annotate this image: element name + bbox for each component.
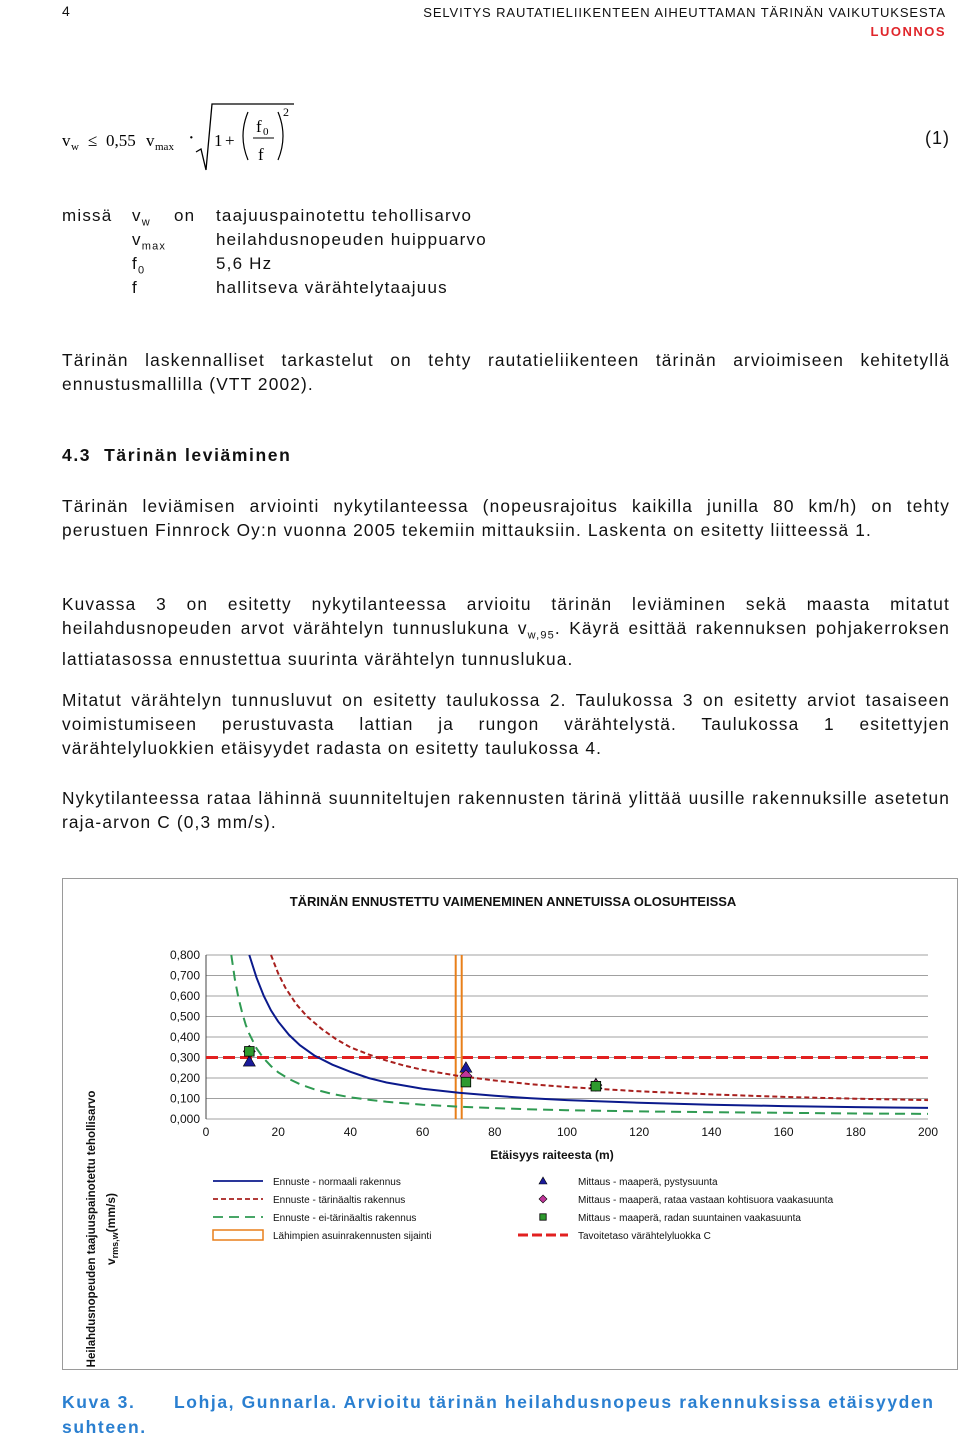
symbol-sub: max	[141, 240, 167, 253]
symbol-desc-f0: 5,6 Hz	[216, 254, 273, 273]
symbol-vmax	[132, 230, 166, 252]
y-tick-label: 0,300	[169, 1050, 200, 1065]
formula-dot: ·	[188, 127, 195, 149]
y-tick-label: 0,700	[169, 968, 200, 983]
paragraph-spread: Tärinän leviämisen arviointi nykytilanteessa (nopeusrajoitus kaikilla junilla 80 km/h) on tehty perustuen Finnrock Oy:n vuonna 2005 tekemiin mittauksiin. Laskenta on esitetty liitteessä 1.	[62, 496, 950, 540]
symbol-name: f	[132, 278, 138, 297]
paragraph-tables: Mitatut värähtelyn tunnusluvut on esitetty taulukossa 2. Taulukossa 3 on esitetty arviot tasaiseen voimistumiseen perustuvasta lattian ja rungon värähtelystä. Taulukossa 1 esitettyjen värähtelyluokkien etäisyydet radasta on esitetty taulukossa 4.	[62, 690, 950, 758]
x-tick-label: 120	[629, 1125, 650, 1139]
running-header	[423, 3, 946, 41]
y-axis-label-1: Heilahdusnopeuden taajuuspainotettu tehollisarvo	[86, 1090, 98, 1368]
symbol-desc-f: hallitseva värähtelytaajuus	[216, 278, 448, 297]
symbol-desc-vw: taajuuspainotettu tehollisarvo	[216, 206, 473, 225]
y-tick-label: 0,500	[169, 1009, 200, 1024]
paragraph-text-a: Kuvassa 3 on esitetty nykytilanteessa arvioitu tärinän leviäminen sekä maasta mitatut heilahdusnopeuden arvot värähtelyn tunnuslukuna v	[62, 594, 950, 638]
formula-1	[62, 100, 952, 175]
y-axis-label-2	[104, 1193, 120, 1265]
y-axis-symbol-sub: rms,w	[110, 1232, 120, 1259]
formula-numerator: f	[256, 117, 262, 136]
y-tick-label: 0,800	[169, 948, 200, 962]
x-tick-label: 80	[488, 1125, 502, 1139]
legend-label: Tavoitetaso värähtelyluokka C	[578, 1231, 711, 1242]
legend-label: Mittaus - maaperä, rataa vastaan kohtisuora vaakasuunta	[578, 1195, 834, 1206]
section-title: Tärinän leviäminen	[104, 445, 292, 465]
formula-numerator-sub: 0	[263, 126, 269, 138]
legend-label: Mittaus - maaperä, radan suuntainen vaakasuunta	[578, 1213, 801, 1224]
legend-label: Mittaus - maaperä, pystysuunta	[578, 1177, 718, 1188]
symbols-intro: missä	[62, 206, 113, 225]
paragraph-intro: Tärinän laskennalliset tarkastelut on tehty rautatieliikenteen tärinän arvioimiseen kehitetyllä ennustusmallilla (VTT 2002).	[62, 350, 950, 394]
x-tick-label: 160	[773, 1125, 794, 1139]
formula-relation: ≤	[88, 131, 98, 150]
formula-denominator: f	[258, 145, 264, 164]
paragraph-limit: Nykytilanteessa rataa lähinnä suunniteltujen rakennusten tärinä ylittää uusille rakennuksille asetetun raja-arvon C (0,3 mm/s).	[62, 788, 950, 832]
x-tick-label: 140	[701, 1125, 722, 1139]
symbol-f	[132, 278, 138, 298]
vibration-chart	[63, 879, 957, 1369]
x-tick-label: 100	[556, 1125, 578, 1139]
formula-coef: 0,55	[106, 131, 136, 150]
paragraph-subscript: w,95	[527, 629, 555, 642]
x-tick-label: 200	[917, 1125, 939, 1139]
x-tick-label: 60	[415, 1125, 430, 1139]
formula-left-paren	[243, 112, 248, 160]
formula-plus: +	[225, 131, 235, 150]
square-marker	[591, 1081, 601, 1091]
figure-caption	[62, 1390, 960, 1440]
y-tick-label: 0,600	[169, 989, 200, 1003]
triangle-marker	[539, 1177, 547, 1184]
formula-vmax: v	[146, 131, 155, 150]
series-line	[249, 955, 928, 1108]
symbol-name: v	[132, 206, 142, 225]
chart-title: TÄRINÄN ENNUSTETTU VAIMENEMINEN ANNETUISSA OLOSUHTEISSA	[289, 894, 737, 909]
y-axis-ticks	[170, 948, 200, 1126]
equation-number: (1)	[925, 128, 950, 148]
x-tick-label: 0	[202, 1125, 210, 1139]
y-tick-label: 0,000	[169, 1112, 200, 1126]
y-axis-symbol: v	[104, 1258, 118, 1266]
caption-label: Kuva 3.	[62, 1392, 136, 1412]
draft-status: LUONNOS	[870, 24, 946, 39]
legend-label: Lähimpien asuinrakennusten sijainti	[273, 1231, 432, 1242]
y-axis-unit: (mm/s)	[104, 1192, 118, 1233]
y-tick-label: 0,100	[169, 1091, 200, 1106]
legend-label: Ennuste - normaali rakennus	[273, 1177, 401, 1188]
symbol-sub: w	[141, 216, 151, 229]
caption-text: Lohja, Gunnarla. Arvioitu tärinän heilahdusnopeus rakennuksissa etäisyyden suhteen.	[62, 1392, 935, 1437]
formula-exponent: 2	[283, 105, 289, 119]
legend-label: Ennuste - ei-tärinäaltis rakennus	[273, 1213, 417, 1224]
square-marker	[245, 1047, 255, 1057]
symbol-connector: on	[174, 206, 196, 225]
symbol-sub: 0	[137, 264, 146, 277]
section-number: 4.3	[62, 445, 92, 465]
chart-figure	[62, 878, 958, 1370]
x-axis-ticks	[203, 1125, 939, 1139]
diamond-marker	[539, 1195, 547, 1203]
page-number: 4	[62, 3, 70, 19]
section-heading	[62, 445, 291, 466]
formula-vmax-sub: max	[155, 141, 174, 153]
x-tick-label: 20	[271, 1125, 285, 1139]
legend-swatch	[213, 1230, 263, 1240]
y-tick-label: 0,200	[169, 1071, 200, 1085]
report-title: SELVITYS RAUTATIELIIKENTEEN AIHEUTTAMAN TÄRINÄN VAIKUTUKSESTA	[423, 5, 946, 20]
formula-lhs: v	[62, 131, 71, 150]
formula-one: 1	[214, 131, 223, 150]
formula-right-paren	[278, 112, 283, 160]
symbol-f0	[132, 254, 145, 276]
symbol-vw	[132, 206, 151, 228]
symbol-desc-vmax: heilahdusnopeuden huippuarvo	[216, 230, 487, 249]
y-tick-label: 0,400	[169, 1030, 200, 1044]
paragraph-figure-ref	[62, 592, 950, 671]
x-tick-label: 180	[845, 1125, 866, 1139]
paragraph-text-b: . Käyrä esittää rakennuksen pohjakerroksen lattiatasossa ennustettua suurinta värähtelyn tunnuslukua.	[62, 618, 950, 670]
series-line	[231, 955, 928, 1114]
formula-lhs-sub: w	[71, 141, 79, 153]
chart-points	[243, 1045, 602, 1091]
symbol-name: f	[132, 254, 138, 273]
chart-grid	[206, 955, 928, 1119]
square-marker	[461, 1077, 471, 1087]
x-tick-label: 40	[343, 1125, 358, 1139]
symbol-name: v	[132, 230, 142, 249]
y-axis-labels	[86, 1091, 120, 1368]
legend-label: Ennuste - tärinäaltis rakennus	[273, 1195, 406, 1206]
square-marker	[540, 1214, 546, 1220]
chart-legend	[213, 1177, 834, 1242]
x-axis-label: Etäisyys raiteesta (m)	[490, 1148, 614, 1162]
